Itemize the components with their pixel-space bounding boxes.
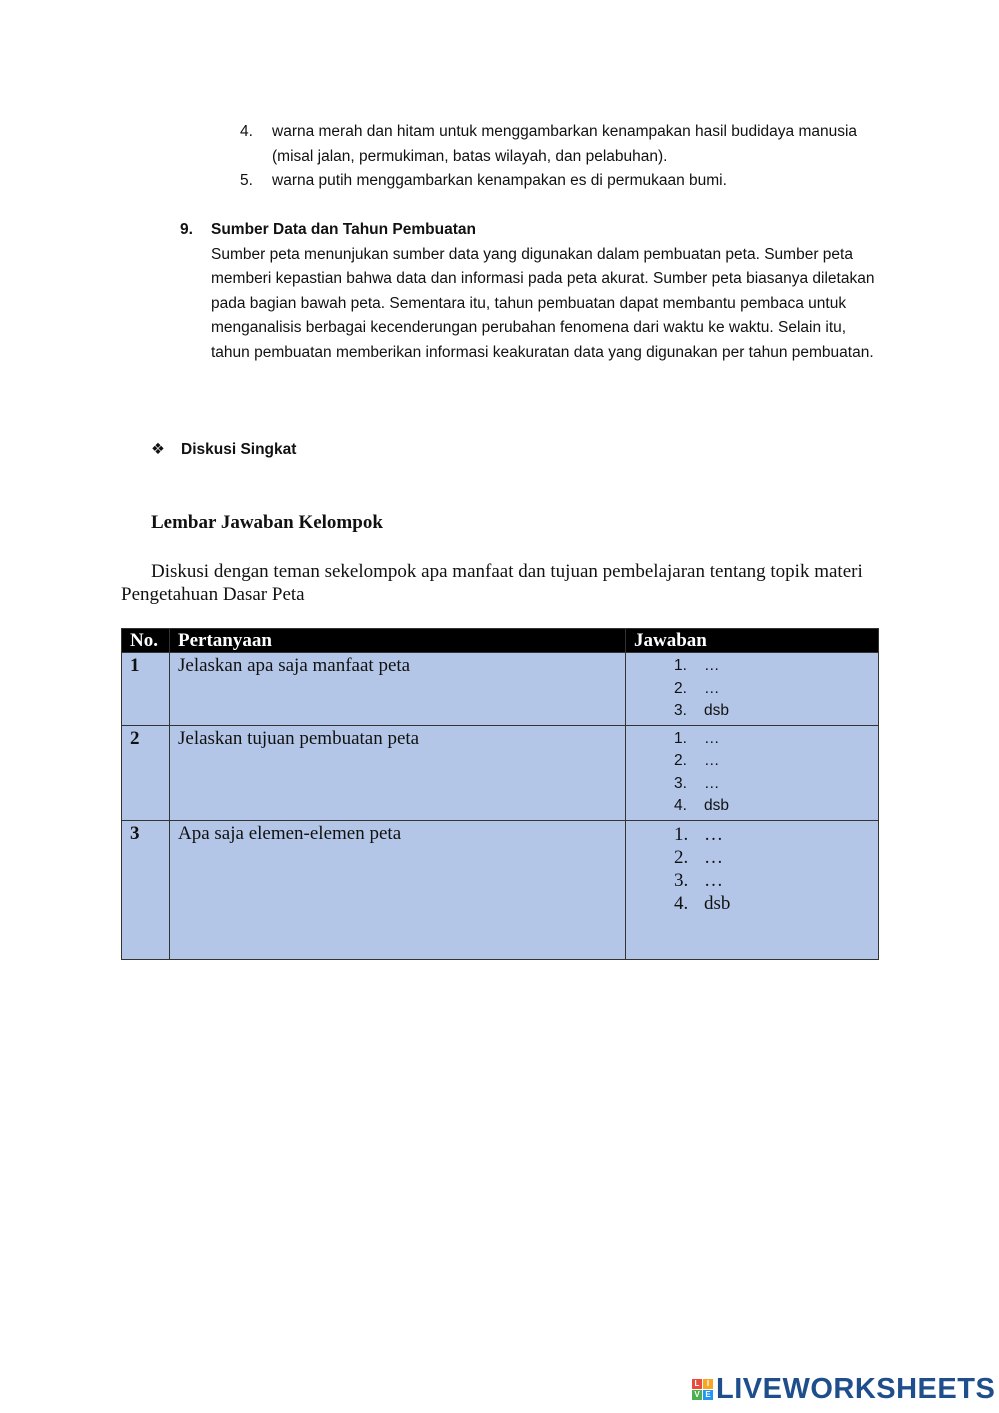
answer-number: 2. bbox=[674, 752, 687, 769]
row-question: Apa saja elemen-elemen peta bbox=[170, 820, 626, 959]
answer-item bbox=[674, 846, 870, 869]
header-answer: Jawaban bbox=[626, 629, 879, 653]
row-answer-cell[interactable] bbox=[626, 725, 879, 820]
list-item-text: warna putih menggambarkan kenampakan es di permukaan bumi. bbox=[272, 172, 727, 189]
answer-table bbox=[121, 628, 879, 960]
answer-text: dsb bbox=[704, 892, 731, 914]
answer-item bbox=[674, 892, 870, 915]
list-item bbox=[240, 120, 860, 169]
list-item-number: 4. bbox=[240, 123, 253, 140]
answer-text: … bbox=[704, 869, 723, 891]
table-row bbox=[122, 725, 879, 820]
diskusi-heading bbox=[151, 440, 296, 459]
answer-number: 3. bbox=[674, 774, 687, 792]
answer-number: 3. bbox=[674, 702, 687, 719]
liveworksheets-logo bbox=[692, 1373, 995, 1405]
row-answer-cell[interactable] bbox=[626, 653, 879, 726]
row-question: Jelaskan tujuan pembuatan peta bbox=[170, 725, 626, 820]
answer-list bbox=[634, 823, 870, 915]
section-number: 9. bbox=[180, 221, 193, 238]
answer-text: dsb bbox=[704, 797, 729, 814]
answer-item bbox=[674, 795, 870, 818]
answer-text: … bbox=[704, 679, 720, 697]
logo-mark-letter: I bbox=[703, 1379, 713, 1389]
answer-text: dsb bbox=[704, 702, 729, 719]
answer-text: … bbox=[704, 729, 720, 747]
table-row bbox=[122, 653, 879, 726]
logo-text: LIVEWORKSHEETS bbox=[716, 1372, 996, 1405]
answer-item bbox=[674, 700, 870, 723]
answer-item bbox=[674, 655, 870, 678]
row-number: 2 bbox=[122, 725, 170, 820]
row-answer-cell[interactable] bbox=[626, 820, 879, 959]
answer-number: 3. bbox=[674, 869, 689, 891]
list-item bbox=[240, 169, 860, 194]
worksheet-intro: Diskusi dengan teman sekelompok apa manfaat dan tujuan pembelajaran tentang topik materi Pengetahuan Dasar Peta bbox=[121, 561, 863, 605]
answer-list bbox=[634, 728, 870, 818]
logo-mark-icon bbox=[692, 1379, 713, 1400]
answer-number: 1. bbox=[674, 657, 687, 674]
diskusi-label: Diskusi Singkat bbox=[181, 441, 297, 458]
answer-text: … bbox=[704, 846, 723, 868]
answer-text: … bbox=[704, 774, 720, 792]
answer-item bbox=[674, 728, 870, 751]
answer-number: 1. bbox=[674, 823, 689, 845]
list-item-text: warna merah dan hitam untuk menggambarkan kenampakan hasil budidaya manusia (misal jalan, permukiman, batas wilayah, dan pelabuhan). bbox=[272, 123, 858, 165]
answer-number: 1. bbox=[674, 729, 687, 747]
answer-text: … bbox=[704, 823, 723, 845]
answer-list bbox=[634, 655, 870, 723]
list-item-number: 5. bbox=[240, 172, 253, 189]
section-9 bbox=[180, 218, 880, 365]
row-question: Jelaskan apa saja manfaat peta bbox=[170, 653, 626, 726]
color-list bbox=[240, 120, 860, 194]
logo-mark-letter: L bbox=[692, 1379, 702, 1389]
row-number: 1 bbox=[122, 653, 170, 726]
logo-mark-letter: V bbox=[692, 1390, 702, 1400]
answer-item bbox=[674, 823, 870, 846]
header-no: No. bbox=[122, 629, 170, 653]
answer-number: 4. bbox=[674, 797, 687, 814]
answer-number: 2. bbox=[674, 679, 687, 697]
row-number: 3 bbox=[122, 820, 170, 959]
section-body: Sumber peta menunjukan sumber data yang digunakan dalam pembuatan peta. Sumber peta memberi kepastian bahwa data dan informasi pada peta akurat. Sumber peta biasanya diletakan pada bagian bawah peta. Sementara itu, tahun pembuatan dapat membantu pembaca untuk menganalisis berbagai kecenderungan perubahan fenomena dari waktu ke waktu. Selain itu, tahun pembuatan memberikan informasi keakuratan data yang digunakan per tahun pembuatan. bbox=[211, 245, 875, 361]
answer-text: … bbox=[704, 752, 720, 769]
diamond-bullet-icon: ❖ bbox=[151, 441, 165, 458]
answer-item bbox=[674, 750, 870, 773]
answer-number: 2. bbox=[674, 846, 689, 868]
answer-text: … bbox=[704, 657, 720, 674]
answer-item bbox=[674, 678, 870, 701]
section-title: Sumber Data dan Tahun Pembuatan bbox=[211, 221, 476, 238]
logo-mark-letter: E bbox=[703, 1390, 713, 1400]
answer-item bbox=[674, 869, 870, 892]
section-heading bbox=[180, 218, 880, 243]
table-row bbox=[122, 820, 879, 959]
answer-item bbox=[674, 773, 870, 796]
header-question: Pertanyaan bbox=[170, 629, 626, 653]
table-header-row bbox=[122, 629, 879, 653]
answer-number: 4. bbox=[674, 892, 689, 914]
worksheet-title: Lembar Jawaban Kelompok bbox=[151, 512, 383, 533]
